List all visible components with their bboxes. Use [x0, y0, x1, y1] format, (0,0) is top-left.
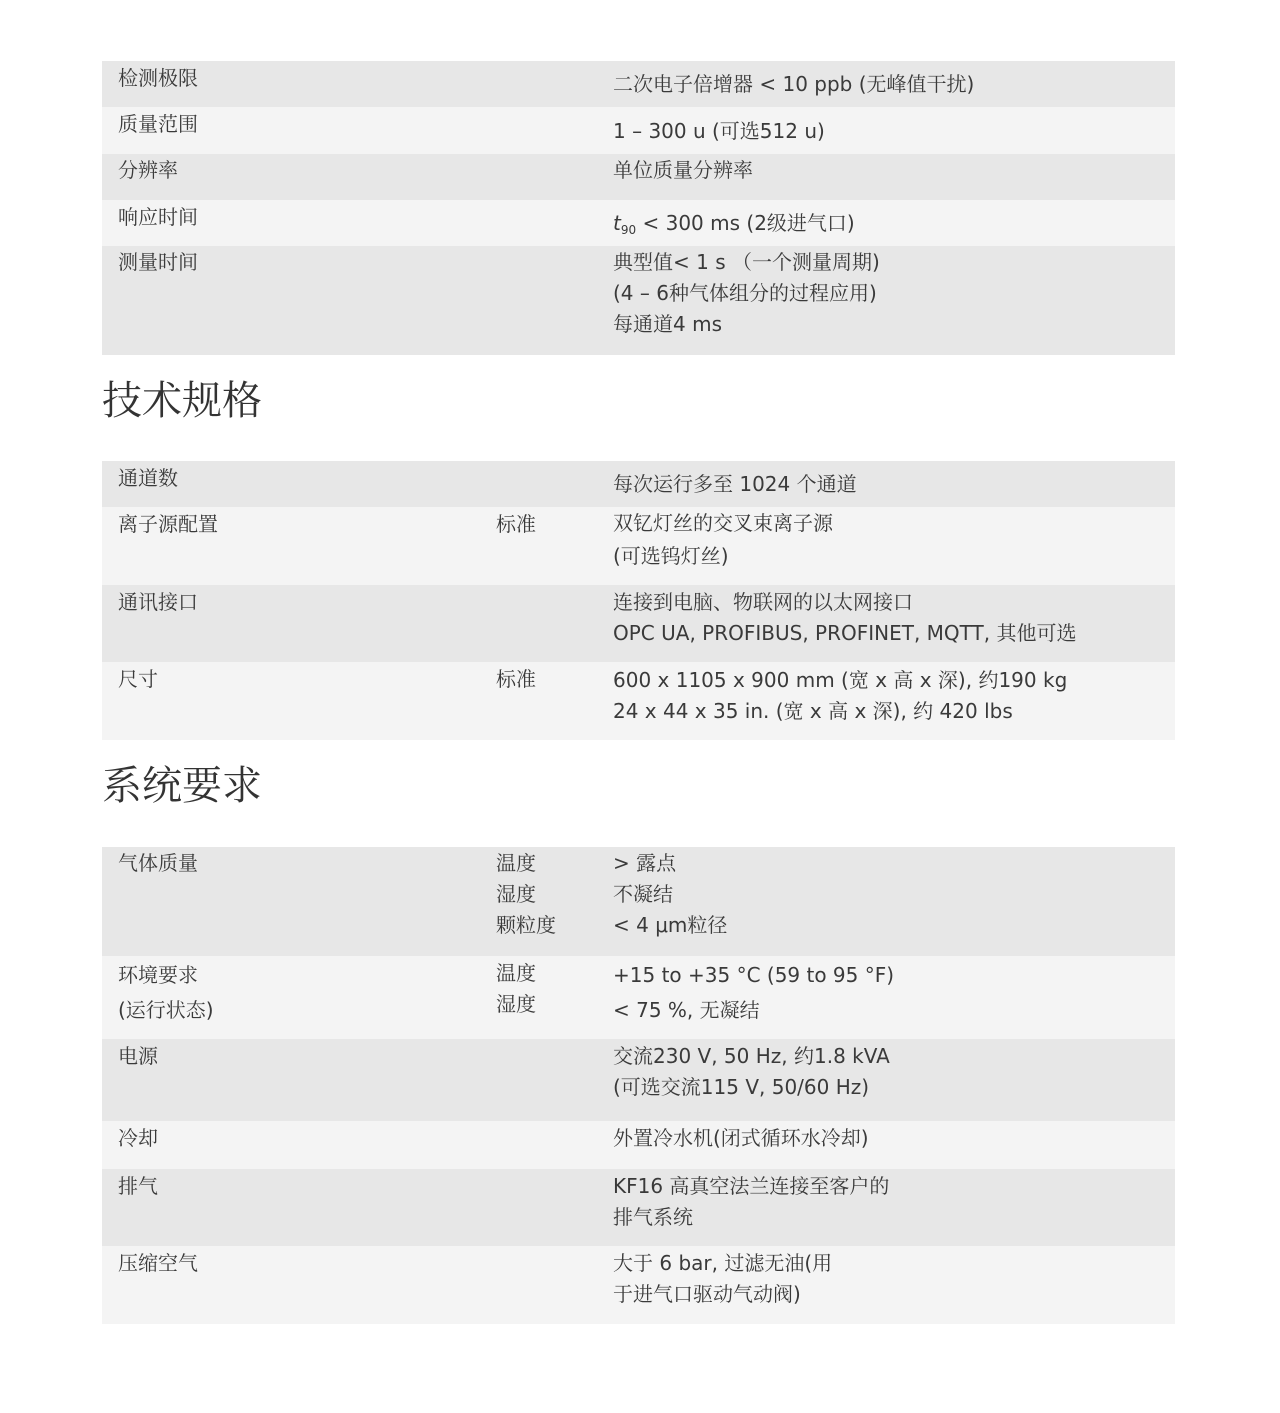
row-value: 外置冷水机(闭式循环水冷却): [613, 1126, 869, 1150]
table-row: [102, 200, 1175, 246]
row-label: 环境要求 (运行状态): [118, 963, 214, 1022]
row-label: 压缩空气: [118, 1251, 198, 1275]
table-row: [102, 847, 1175, 956]
row-label: 气体质量: [118, 851, 198, 875]
row-label: 检测极限: [118, 66, 198, 90]
row-value: 大于 6 bar, 过滤无油(用 于进气口驱动气动阀): [613, 1251, 833, 1306]
row-label: 尺寸: [118, 667, 158, 691]
table-row: [102, 107, 1175, 154]
system-requirements-table: [102, 847, 1175, 1324]
table-row: [102, 1121, 1175, 1169]
section-heading-sys: 系统要求: [102, 763, 262, 809]
row-value: 二次电子倍增器 < 10 ppb (无峰值干扰): [613, 72, 975, 96]
table-row: [102, 246, 1175, 355]
row-value: 典型值< 1 s （一个测量周期) (4 – 6种气体组分的过程应用) 每通道4 ms: [613, 250, 880, 336]
row-label: 离子源配置: [118, 512, 218, 536]
row-label: 响应时间: [118, 205, 198, 229]
row-label: 冷却: [118, 1126, 158, 1150]
row-label: 排气: [118, 1174, 158, 1198]
tech-spec-table: [102, 461, 1175, 740]
row-sub-label: 标准: [496, 667, 536, 691]
row-value: 连接到电脑、物联网的以太网接口 OPC UA, PROFIBUS, PROFINET, MQTT, 其他可选: [613, 590, 1077, 645]
table-row: [102, 662, 1175, 740]
table-row: [102, 1246, 1175, 1324]
row-label: 通道数: [118, 466, 178, 490]
row-value: > 露点 不凝结 < 4 μm粒径: [613, 851, 728, 937]
row-value: +15 to +35 °C (59 to 95 °F) < 75 %, 无凝结: [613, 963, 895, 1022]
row-value: KF16 高真空法兰连接至客户的 排气系统: [613, 1174, 890, 1229]
row-label: 分辨率: [118, 158, 178, 182]
response-time-value: $t_{90} < 300$ ms (2级进气口): [613, 211, 855, 237]
row-label: 质量范围: [118, 112, 198, 136]
table-row: [102, 1039, 1175, 1121]
row-sub-label: 标准: [496, 512, 536, 536]
section-heading-tech: 技术规格: [102, 378, 262, 424]
row-value: 单位质量分辨率: [613, 158, 753, 182]
row-value: 600 x 1105 x 900 mm (宽 x 高 x 深), 约190 kg 24 x 44 x 35 in. (宽 x 高 x 深), 约 420 lbs: [613, 668, 1068, 723]
row-sub-label: 温度 湿度: [496, 961, 536, 1016]
row-value: 每次运行多至 1024 个通道: [613, 472, 857, 496]
table-row: [102, 154, 1175, 200]
row-label: 电源: [118, 1044, 158, 1068]
row-value: 双钇灯丝的交叉束离子源 (可选钨灯丝): [613, 511, 833, 568]
spec-page: [102, 61, 1175, 1324]
table-row: [102, 61, 1175, 107]
performance-table: [102, 61, 1175, 355]
row-label: 测量时间: [118, 250, 198, 274]
table-row: [102, 585, 1175, 662]
table-row: [102, 1169, 1175, 1246]
table-row: [102, 461, 1175, 507]
row-sub-label: 温度 湿度 颗粒度: [496, 851, 556, 937]
table-row: [102, 507, 1175, 585]
row-value: 1 – 300 u (可选512 u): [613, 119, 825, 143]
row-value: 交流230 V, 50 Hz, 约1.8 kVA (可选交流115 V, 50/60 Hz): [613, 1044, 890, 1099]
row-label: 通讯接口: [118, 590, 198, 614]
table-row: [102, 956, 1175, 1039]
